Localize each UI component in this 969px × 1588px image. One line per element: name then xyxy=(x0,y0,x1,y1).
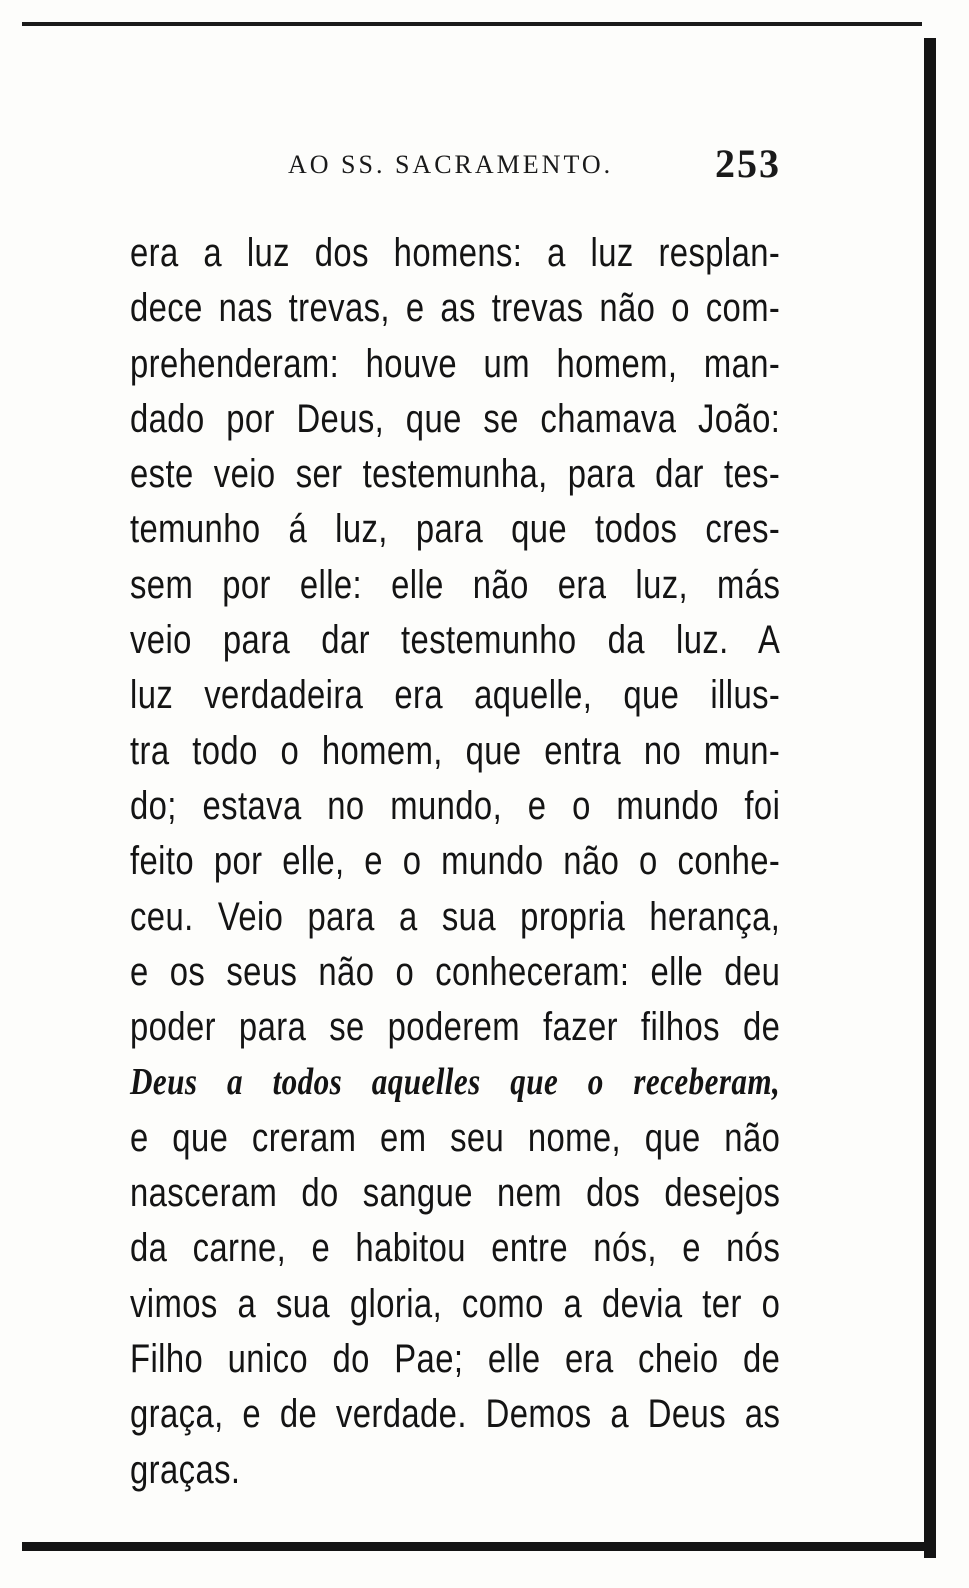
text-line: poder para se poderem fazer filhos de xyxy=(130,1005,781,1050)
text-line: nasceram do sangue nem dos desejos xyxy=(130,1171,781,1216)
page-number: 253 xyxy=(715,141,781,186)
text-line: era a luz dos homens: a luz resplan- xyxy=(130,231,781,275)
text-line: este veio ser testemunha, para dar tes- xyxy=(130,452,781,497)
text-line: ceu. Veio para a sua propria herança, xyxy=(130,894,781,939)
page-edge-bottom xyxy=(22,1542,936,1551)
text-line: veio para dar testemunho da luz. A xyxy=(130,618,781,663)
text-line: vimos a sua gloria, como a devia ter o xyxy=(130,1281,781,1326)
body-text xyxy=(130,226,780,1498)
page-edge-top xyxy=(22,22,922,26)
text-line: da carne, e habitou entre nós, e nós xyxy=(130,1226,781,1271)
text-line: graça, e de verdade. Demos a Deus as xyxy=(130,1392,781,1437)
text-line: e que creram em seu nome, que não xyxy=(130,1115,781,1160)
text-line-italic: Deus a todos aquelles que o receberam, xyxy=(130,1061,781,1104)
text-line: tra todo o homem, que entra no mun- xyxy=(130,728,781,773)
text-line: prehenderam: houve um homem, man- xyxy=(130,341,781,386)
text-line: feito por elle, e o mundo não o conhe- xyxy=(130,839,781,884)
text-line: e os seus não o conheceram: elle deu xyxy=(130,949,781,994)
running-head: AO SS. SACRAMENTO. xyxy=(288,150,614,179)
text-line: sem por elle: elle não era luz, más xyxy=(130,562,781,607)
text-line-last: graças. xyxy=(130,1447,241,1492)
page-edge-right xyxy=(924,38,936,1558)
text-line: do; estava no mundo, e o mundo foi xyxy=(130,783,781,828)
text-line: dece nas trevas, e as trevas não o com- xyxy=(130,286,781,331)
text-line: temunho á luz, para que todos cres- xyxy=(130,507,781,552)
text-line: dado por Deus, que se chamava João: xyxy=(130,396,781,441)
text-line: luz verdadeira era aquelle, que illus- xyxy=(130,673,781,718)
text-line: Filho unico do Pae; elle era cheio de xyxy=(130,1336,781,1381)
